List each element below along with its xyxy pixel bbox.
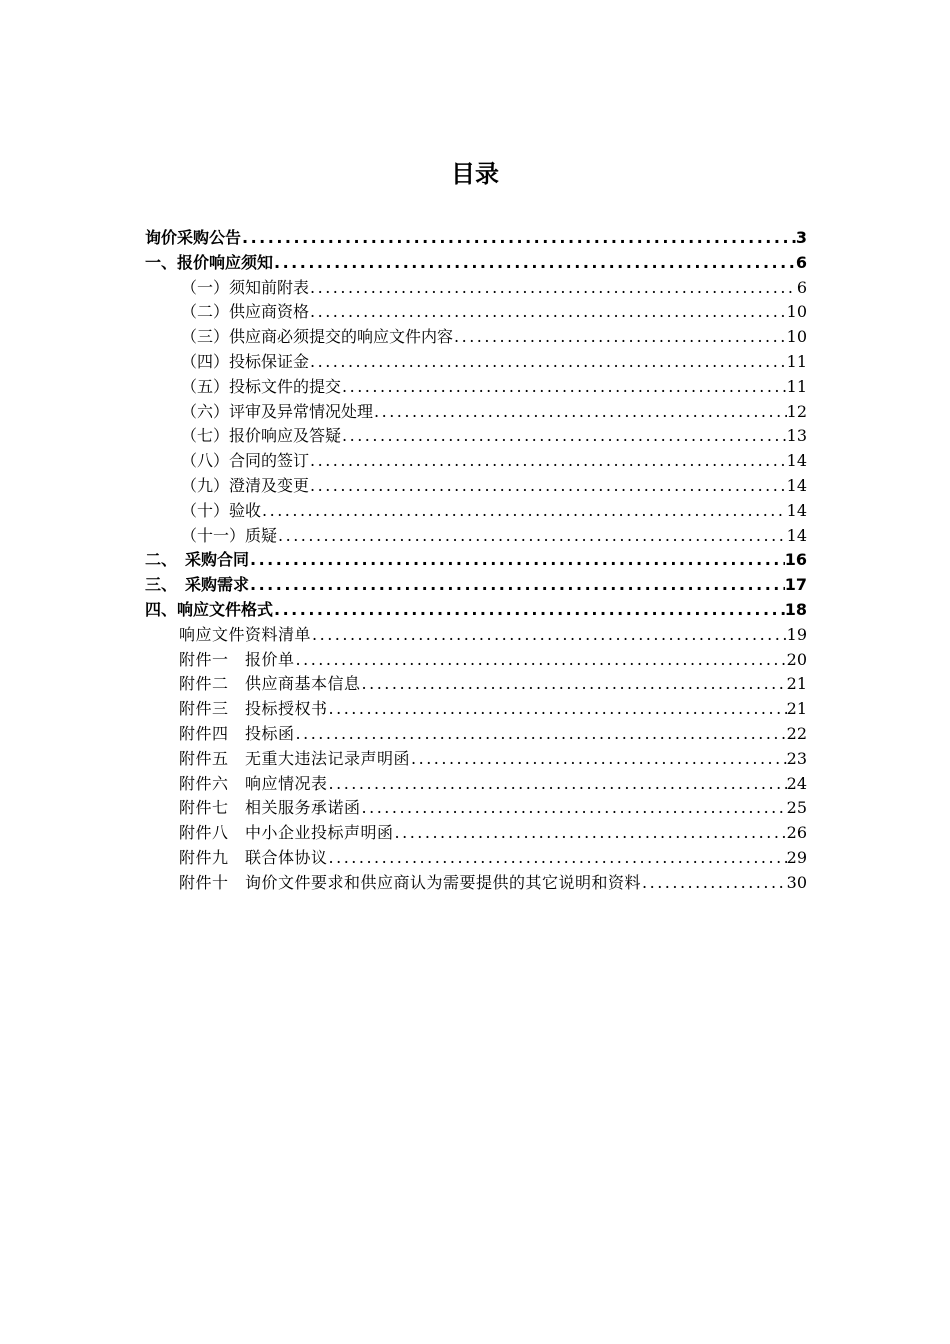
- toc-entry[interactable]: [145, 226, 807, 251]
- toc-leader: [328, 772, 787, 797]
- toc-entry-label: 附件三 投标授权书: [179, 699, 328, 719]
- toc-leader: [249, 548, 785, 573]
- toc-entry-label: 询价采购公告: [145, 228, 242, 247]
- toc-leader: [394, 821, 787, 846]
- toc-leader: [295, 648, 787, 673]
- toc-entry-page: 24: [786, 773, 807, 793]
- toc-entry-label: 附件五 无重大违法记录声明函: [179, 748, 411, 768]
- toc-leader: [341, 375, 787, 400]
- toc-entry[interactable]: [145, 424, 807, 449]
- toc-entry[interactable]: [145, 846, 807, 871]
- toc-entry-page: 10: [786, 302, 807, 322]
- toc-entry[interactable]: [145, 648, 807, 673]
- toc-entry-page: 11: [786, 351, 807, 371]
- toc-leader: [249, 573, 785, 598]
- toc-entry[interactable]: [145, 524, 807, 549]
- toc-leader: [273, 251, 796, 276]
- toc-entry-label: 附件八 中小企业投标声明函: [179, 823, 394, 843]
- toc-entry-page: 11: [786, 376, 807, 396]
- toc-entry-page: 16: [784, 550, 807, 570]
- toc-entry[interactable]: [145, 772, 807, 797]
- toc-entry-page: 14: [786, 525, 807, 545]
- toc-entry[interactable]: [145, 722, 807, 747]
- toc-leader: [410, 747, 787, 772]
- toc-entry-label: 附件四 投标函: [179, 723, 295, 743]
- toc-entry-label: （六）评审及异常情况处理: [181, 401, 374, 421]
- toc-entry-label: （一）须知前附表: [181, 277, 310, 297]
- toc-entry-page: 14: [786, 500, 807, 520]
- toc-entry[interactable]: [145, 821, 807, 846]
- toc-entry-page: 14: [786, 451, 807, 471]
- toc-entry-label: 三、 采购需求: [145, 575, 250, 595]
- toc-entry-page: 18: [784, 599, 807, 619]
- toc-entry[interactable]: [145, 697, 807, 722]
- toc-entry-page: 6: [795, 252, 807, 272]
- toc-entry-page: 21: [786, 699, 807, 719]
- toc-entry-page: 10: [786, 327, 807, 347]
- toc-entry-page: 30: [786, 872, 807, 892]
- toc-entry[interactable]: [145, 623, 807, 648]
- toc-entry[interactable]: [145, 672, 807, 697]
- toc-entry-page: 25: [786, 798, 807, 818]
- toc-entry[interactable]: [145, 796, 807, 821]
- toc-entry-label: 附件十 询价文件要求和供应商认为需要提供的其它说明和资料: [179, 872, 642, 892]
- toc-entry-label: 响应文件资料清单: [179, 624, 312, 644]
- toc-leader: [453, 325, 787, 350]
- toc-entry-label: （三）供应商必须提交的响应文件内容: [181, 327, 454, 347]
- toc-entry[interactable]: [145, 598, 807, 623]
- toc-entry[interactable]: [145, 871, 807, 896]
- toc-entry[interactable]: [145, 548, 807, 573]
- toc-leader: [311, 623, 787, 648]
- toc-entry[interactable]: [145, 375, 807, 400]
- toc-entry[interactable]: [145, 474, 807, 499]
- toc-leader: [261, 499, 787, 524]
- toc-leader: [241, 226, 796, 251]
- toc-entry-page: 3: [795, 228, 807, 247]
- toc-entry-label: （十）验收: [181, 500, 262, 520]
- toc-entry[interactable]: [145, 400, 807, 425]
- toc-entry-page: 20: [786, 649, 807, 669]
- toc-entry[interactable]: [145, 276, 807, 301]
- toc-entry-label: 附件七 相关服务承诺函: [179, 798, 361, 818]
- toc-entry-label: 附件九 联合体协议: [179, 847, 328, 867]
- toc-entry-page: 12: [786, 401, 807, 421]
- toc-leader: [295, 722, 787, 747]
- toc-leader: [373, 400, 787, 425]
- toc-leader: [328, 846, 787, 871]
- toc-leader: [309, 276, 797, 301]
- toc-entry-label: 一、报价响应须知: [145, 252, 274, 272]
- toc-entry-page: 17: [784, 575, 807, 595]
- toc-leader: [328, 697, 787, 722]
- toc-entry[interactable]: [145, 747, 807, 772]
- toc-leader: [309, 300, 787, 325]
- toc-entry-label: （四）投标保证金: [181, 351, 310, 371]
- toc-entry-page: 13: [786, 426, 807, 446]
- toc-leader: [273, 598, 785, 623]
- toc-entry[interactable]: [145, 350, 807, 375]
- toc-entry[interactable]: [145, 325, 807, 350]
- toc-entry-label: （二）供应商资格: [181, 302, 310, 322]
- toc-leader: [361, 672, 787, 697]
- toc-entry-label: （九）澄清及变更: [181, 475, 310, 495]
- toc-entry-label: （五）投标文件的提交: [181, 376, 342, 396]
- toc-entry-page: 21: [786, 674, 807, 694]
- toc-leader: [361, 796, 787, 821]
- toc-entry-page: 29: [786, 847, 807, 867]
- toc-leader: [309, 350, 787, 375]
- toc-entry-label: 附件一 报价单: [179, 649, 295, 669]
- toc-entry-label: 附件二 供应商基本信息: [179, 674, 361, 694]
- toc-leader: [309, 474, 787, 499]
- toc-entry[interactable]: [145, 499, 807, 524]
- toc-entry[interactable]: [145, 300, 807, 325]
- toc-entry-label: 二、 采购合同: [145, 550, 250, 570]
- toc-entry-label: 四、响应文件格式: [145, 599, 274, 619]
- toc-leader: [641, 871, 787, 896]
- toc-entry-page: 23: [786, 748, 807, 768]
- toc-entry[interactable]: [145, 449, 807, 474]
- toc-entry-label: （十一）质疑: [181, 525, 278, 545]
- toc-entry-page: 26: [786, 823, 807, 843]
- toc-entry-label: （七）报价响应及答疑: [181, 426, 342, 446]
- toc-entry-page: 6: [796, 277, 807, 297]
- toc-entry-page: 22: [786, 723, 807, 743]
- toc-leader: [277, 524, 787, 549]
- toc-entry[interactable]: [145, 573, 807, 598]
- page-title: 目录: [451, 160, 499, 188]
- toc-leader: [309, 449, 787, 474]
- toc-leader: [341, 424, 787, 449]
- toc-entry[interactable]: [145, 251, 807, 276]
- toc-entry-label: 附件六 响应情况表: [179, 773, 328, 793]
- table-of-contents: [145, 226, 807, 896]
- toc-entry-page: 14: [786, 475, 807, 495]
- toc-entry-page: 19: [786, 624, 807, 644]
- toc-entry-label: （八）合同的签订: [181, 451, 310, 471]
